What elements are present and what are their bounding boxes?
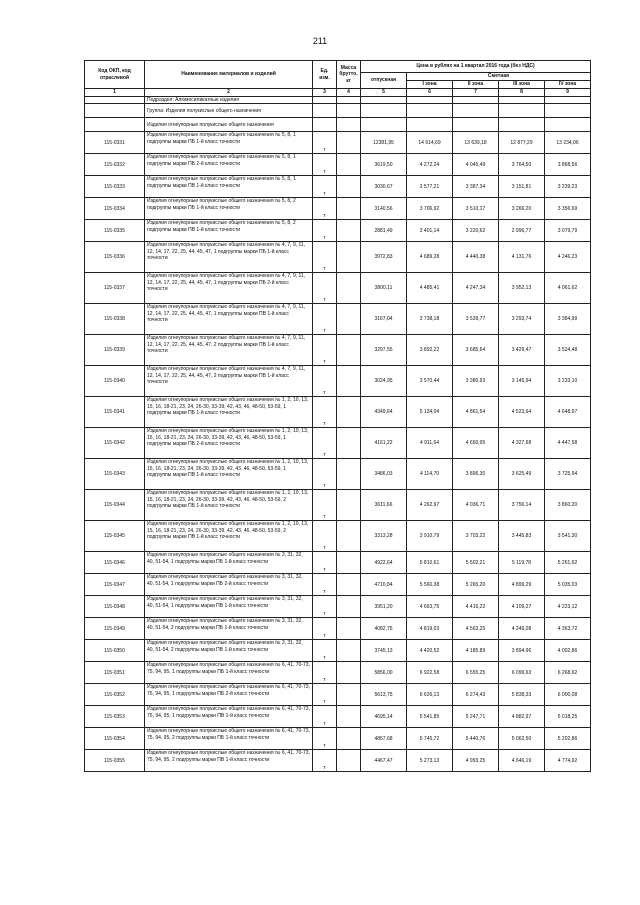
zone-1-price: 6 922,58 [407, 662, 453, 684]
unit: т [313, 521, 337, 552]
zone-3-price: 12 877,29 [499, 132, 545, 154]
zone-3-price: 4 109,27 [499, 596, 545, 618]
mass [337, 242, 361, 273]
zone-3-price: 3 293,74 [499, 304, 545, 335]
table-row [85, 220, 591, 242]
zone-4-price: 4 061,62 [545, 273, 591, 304]
header-zone-3: III зона [499, 81, 545, 89]
mass [337, 366, 361, 397]
zone-4-price: 3 524,48 [545, 335, 591, 366]
zone-2-price: 4 185,89 [453, 640, 499, 662]
release-price: 3611,66 [361, 490, 407, 521]
unit: т [313, 428, 337, 459]
zone-4-price: 4 363,72 [545, 618, 591, 640]
release-price: 3619,50 [361, 154, 407, 176]
zone-3-price: 3 145,94 [499, 366, 545, 397]
table-row [85, 428, 591, 459]
zone-4-price: 3 541,30 [545, 521, 591, 552]
zone-2-price: 3 510,17 [453, 198, 499, 220]
table-row [85, 618, 591, 640]
zone-3-price: 4 882,97 [499, 706, 545, 728]
zone-1-price: 3 570,44 [407, 366, 453, 397]
zone-3-price: 3 151,81 [499, 176, 545, 198]
header-code: Код ОКП, код отраслевой [85, 61, 145, 89]
zone-2-price: 3 896,30 [453, 459, 499, 490]
product-name: Изделия огнеупорные полукислые общего назначения № 3, 31, 32, 40, 51-54, 2 подгруппы марки ПБ 1-й класс точности [145, 618, 313, 640]
product-name: Изделия огнеупорные полукислые общего назначения № 3, 31, 32, 40, 51-54, 1 подгруппы марки ПВ 1-й класс точности [145, 596, 313, 618]
header-zone-4: IV зона [545, 81, 591, 89]
product-code: 115-0340 [85, 366, 145, 397]
zone-2-price: 5 247,71 [453, 706, 499, 728]
table-row [85, 176, 591, 198]
mass [337, 490, 361, 521]
product-name: Изделия огнеупорные полукислые общего назначения № 5, 8, 2 подгруппы марки ПВ 1-й класс точности [145, 220, 313, 242]
zone-1-price: 4 663,75 [407, 596, 453, 618]
product-code: 115-0347 [85, 574, 145, 596]
release-price: 3972,83 [361, 242, 407, 273]
mass [337, 154, 361, 176]
unit: т [313, 366, 337, 397]
zone-4-price: 4 002,86 [545, 640, 591, 662]
column-number: 1 [85, 89, 145, 97]
zone-3-price: 5 119,78 [499, 552, 545, 574]
product-name: Изделия огнеупорные полукислые общего назначения № 5, 8, 2 подгруппы марки ПБ 1-й класс точности [145, 198, 313, 220]
product-code: 115-0339 [85, 335, 145, 366]
zone-3-price: 3 429,47 [499, 335, 545, 366]
column-number: 6 [407, 89, 453, 97]
table-row [85, 596, 591, 618]
zone-1-price: 4 819,03 [407, 618, 453, 640]
zone-3-price: 3 625,49 [499, 459, 545, 490]
zone-1-price: 3 577,21 [407, 176, 453, 198]
mass [337, 304, 361, 335]
unit: т [313, 728, 337, 750]
price-table [84, 60, 591, 772]
release-price: 4161,22 [361, 428, 407, 459]
zone-2-price: 4 045,49 [453, 154, 499, 176]
table-row [85, 640, 591, 662]
zone-1-price: 4 114,70 [407, 459, 453, 490]
product-name: Изделия огнеупорные полукислые общего назначения № 3, 31, 32, 40, 51-54, 1 подгруппы марки ПБ 2-й класс точности [145, 574, 313, 596]
product-code: 115-0348 [85, 596, 145, 618]
release-price: 3486,03 [361, 459, 407, 490]
column-number: 9 [545, 89, 591, 97]
zone-1-price: 4 262,97 [407, 490, 453, 521]
product-code: 115-0352 [85, 684, 145, 706]
zone-2-price: 6 274,43 [453, 684, 499, 706]
zone-2-price: 3 220,62 [453, 220, 499, 242]
unit: т [313, 397, 337, 428]
zone-3-price: 3 266,20 [499, 198, 545, 220]
zone-3-price: 2 996,77 [499, 220, 545, 242]
section-heading: Изделия огнеупорные полукислые общего назначения [145, 118, 313, 132]
product-code: 115-0341 [85, 397, 145, 428]
product-name: Изделия огнеупорные полукислые общего назначения № 5, 8, 1 подгруппы марки ПБ 1-й класс точности [145, 132, 313, 154]
table-row [85, 273, 591, 304]
zone-3-price: 3 764,50 [499, 154, 545, 176]
product-name: Изделия огнеупорные полукислые общего назначения № 4, 7, 9, 11, 12, 14, 17, 22, 25, 44, 45, 47, 1 подгруппы марки ПБ 1-й класс точности [145, 242, 313, 273]
table-row [85, 684, 591, 706]
unit: т [313, 706, 337, 728]
mass [337, 176, 361, 198]
product-code: 115-0342 [85, 428, 145, 459]
release-price: 4922,64 [361, 552, 407, 574]
mass [337, 706, 361, 728]
zone-2-price: 4 563,25 [453, 618, 499, 640]
zone-4-price: 5 261,62 [545, 552, 591, 574]
product-name: Изделия огнеупорные полукислые общего назначения № 4, 7, 9, 11, 12, 14, 17, 22, 25, 44, 45, 47, 2 подгруппы марки ПВ 1-й класс точности [145, 335, 313, 366]
zone-4-price: 4 246,23 [545, 242, 591, 273]
zone-4-price: 4 447,58 [545, 428, 591, 459]
zone-1-price: 14 614,69 [407, 132, 453, 154]
unit: т [313, 750, 337, 772]
zone-4-price: 3 239,23 [545, 176, 591, 198]
page-number: 211 [312, 36, 328, 46]
mass [337, 132, 361, 154]
product-name: Изделия огнеупорные полукислые общего назначения № 3, 31, 32, 40, 51-54, 2 подгруппы марки ПВ 1-й класс точности [145, 640, 313, 662]
release-price: 4867,68 [361, 728, 407, 750]
product-name: Изделия огнеупорные полукислые общего назначения № 6, 41, 70-73, 75, 94, 95, 1 подгруппы марки ПБ 1-й класс точности [145, 662, 313, 684]
zone-2-price: 4 861,54 [453, 397, 499, 428]
zone-2-price: 4 247,34 [453, 273, 499, 304]
mass [337, 552, 361, 574]
table-row [85, 728, 591, 750]
mass [337, 428, 361, 459]
product-code: 115-0344 [85, 490, 145, 521]
table-row [85, 574, 591, 596]
column-number: 7 [453, 89, 499, 97]
product-code: 115-0333 [85, 176, 145, 198]
product-name: Изделия огнеупорные полукислые общего назначения № 6, 41, 70-73, 75, 94, 95, 2 подгруппы марки ПВ 1-й класс точности [145, 750, 313, 772]
zone-4-price: 3 725,94 [545, 459, 591, 490]
table-row [85, 521, 591, 552]
zone-3-price: 4 899,29 [499, 574, 545, 596]
table-row [85, 242, 591, 273]
zone-4-price: 3 868,56 [545, 154, 591, 176]
table-row [85, 132, 591, 154]
product-name: Изделия огнеупорные полукислые общего назначения № 6, 41, 70-73, 75, 94, 95, 1 подгруппы марки ПБ 2-й класс точности [145, 684, 313, 706]
release-price: 4082,75 [361, 618, 407, 640]
zone-2-price: 5 265,20 [453, 574, 499, 596]
table-row [85, 706, 591, 728]
product-code: 115-0351 [85, 662, 145, 684]
header-unit: Ед. изм. [313, 61, 337, 89]
release-price: 4695,14 [361, 706, 407, 728]
release-price: 3024,95 [361, 366, 407, 397]
unit: т [313, 220, 337, 242]
column-number-row [85, 89, 591, 97]
mass [337, 335, 361, 366]
product-name: Изделия огнеупорные полукислые общего назначения № 6, 41, 70-73, 75, 94, 95, 1 подгруппы марки ПВ 1-й класс точности [145, 706, 313, 728]
product-code: 115-0353 [85, 706, 145, 728]
release-price: 5856,00 [361, 662, 407, 684]
zone-1-price: 4 911,64 [407, 428, 453, 459]
unit: т [313, 304, 337, 335]
product-code: 115-0336 [85, 242, 145, 273]
zone-2-price: 3 703,22 [453, 521, 499, 552]
product-name: Изделия огнеупорные полукислые общего назначения № 5, 8, 1 подгруппы марки ПВ 1-й класс точности [145, 176, 313, 198]
zone-3-price: 4 327,68 [499, 428, 545, 459]
product-code: 115-0332 [85, 154, 145, 176]
column-number: 4 [337, 89, 361, 97]
section-row [85, 104, 591, 118]
mass [337, 397, 361, 428]
mass [337, 574, 361, 596]
product-code: 115-0355 [85, 750, 145, 772]
product-name: Изделия огнеупорные полукислые общего назначения № 4, 7, 9, 11, 12, 14, 17, 22, 25, 44, 45, 47, 1 подгруппы марки ПБ 2-й класс точности [145, 273, 313, 304]
zone-3-price: 5 838,33 [499, 684, 545, 706]
zone-1-price: 3 738,18 [407, 304, 453, 335]
zone-1-price: 5 134,04 [407, 397, 453, 428]
section-row [85, 97, 591, 104]
zone-4-price: 3 079,79 [545, 220, 591, 242]
header-estimate: Сметная [407, 73, 591, 81]
mass [337, 684, 361, 706]
release-price: 3745,13 [361, 640, 407, 662]
zone-4-price: 5 202,86 [545, 728, 591, 750]
release-price: 4349,64 [361, 397, 407, 428]
zone-1-price: 5 541,85 [407, 706, 453, 728]
product-code: 115-0354 [85, 728, 145, 750]
product-code: 115-0337 [85, 273, 145, 304]
product-name: Изделия огнеупорные полукислые общего назначения № 1, 2, 10, 13, 15, 16, 18-21, 23, 24, 26-30, 33-39, 42, 43, 46, 48-50, 53-59, 1 подгруппы марки ПВ 1-й класс точности [145, 459, 313, 490]
zone-3-price: 4 131,76 [499, 242, 545, 273]
zone-4-price: 4 774,92 [545, 750, 591, 772]
zone-3-price: 4 523,64 [499, 397, 545, 428]
product-code: 115-0334 [85, 198, 145, 220]
zone-2-price: 3 539,77 [453, 304, 499, 335]
zone-1-price: 5 810,61 [407, 552, 453, 574]
release-price: 3030,67 [361, 176, 407, 198]
column-number: 5 [361, 89, 407, 97]
zone-4-price: 4 223,12 [545, 596, 591, 618]
zone-2-price: 3 387,34 [453, 176, 499, 198]
zone-2-price: 5 440,76 [453, 728, 499, 750]
zone-2-price: 4 993,25 [453, 750, 499, 772]
product-name: Изделия огнеупорные полукислые общего назначения № 5, 8, 1 подгруппы марки ПБ 2-й класс точности [145, 154, 313, 176]
mass [337, 521, 361, 552]
mass [337, 728, 361, 750]
table-body [85, 97, 591, 772]
zone-4-price: 5 035,03 [545, 574, 591, 596]
zone-3-price: 3 952,13 [499, 273, 545, 304]
zone-4-price: 3 860,20 [545, 490, 591, 521]
release-price: 3140,56 [361, 198, 407, 220]
zone-2-price: 3 685,64 [453, 335, 499, 366]
table-row [85, 154, 591, 176]
zone-2-price: 4 416,22 [453, 596, 499, 618]
zone-1-price: 6 626,13 [407, 684, 453, 706]
zone-1-price: 5 560,38 [407, 574, 453, 596]
zone-2-price: 4 650,95 [453, 428, 499, 459]
table-row [85, 397, 591, 428]
section-code-cell [85, 118, 145, 132]
unit: т [313, 552, 337, 574]
zone-2-price: 4 440,38 [453, 242, 499, 273]
zone-1-price: 3 892,22 [407, 335, 453, 366]
product-code: 115-0349 [85, 618, 145, 640]
unit: т [313, 154, 337, 176]
header-mass: Масса брутто, кг [337, 61, 361, 89]
release-price: 3297,55 [361, 335, 407, 366]
zone-1-price: 3 401,14 [407, 220, 453, 242]
release-price: 3800,11 [361, 273, 407, 304]
release-price: 12381,95 [361, 132, 407, 154]
zone-1-price: 5 745,72 [407, 728, 453, 750]
zone-4-price: 6 000,08 [545, 684, 591, 706]
section-code-cell [85, 97, 145, 104]
unit: т [313, 618, 337, 640]
zone-4-price: 3 356,69 [545, 198, 591, 220]
section-row [85, 118, 591, 132]
mass [337, 198, 361, 220]
zone-2-price: 4 036,71 [453, 490, 499, 521]
product-code: 115-0331 [85, 132, 145, 154]
unit: т [313, 459, 337, 490]
header-release: отпускная [361, 73, 407, 89]
release-price: 4467,47 [361, 750, 407, 772]
release-price: 3167,04 [361, 304, 407, 335]
zone-3-price: 3 756,14 [499, 490, 545, 521]
zone-2-price: 5 502,21 [453, 552, 499, 574]
mass [337, 662, 361, 684]
zone-1-price: 4 689,28 [407, 242, 453, 273]
header-zone-2: II зона [453, 81, 499, 89]
mass [337, 750, 361, 772]
mass [337, 640, 361, 662]
zone-3-price: 4 246,08 [499, 618, 545, 640]
zone-1-price: 4 272,24 [407, 154, 453, 176]
header-name: Наименование материалов и изделий [145, 61, 313, 89]
section-group: Группа: Изделия полукислые общего назначения [145, 104, 313, 118]
product-code: 115-0346 [85, 552, 145, 574]
release-price: 4710,84 [361, 574, 407, 596]
product-code: 115-0345 [85, 521, 145, 552]
unit: т [313, 596, 337, 618]
mass [337, 596, 361, 618]
product-code: 115-0338 [85, 304, 145, 335]
release-price: 3313,28 [361, 521, 407, 552]
unit: т [313, 490, 337, 521]
zone-1-price: 4 420,52 [407, 640, 453, 662]
product-name: Изделия огнеупорные полукислые общего назначения № 4, 7, 9, 11, 12, 14, 17, 22, 25, 44, 45, 47, 2 подгруппы марки ПВ 1-й класс точности [145, 366, 313, 397]
unit: т [313, 684, 337, 706]
zone-4-price: 13 234,06 [545, 132, 591, 154]
zone-4-price: 3 384,99 [545, 304, 591, 335]
zone-1-price: 5 273,13 [407, 750, 453, 772]
column-number: 3 [313, 89, 337, 97]
unit: т [313, 640, 337, 662]
zone-1-price: 3 706,92 [407, 198, 453, 220]
table-row [85, 662, 591, 684]
table-row [85, 304, 591, 335]
zone-4-price: 6 268,62 [545, 662, 591, 684]
product-name: Изделия огнеупорные полукислые общего назначения № 6, 41, 70-73, 75, 94, 95, 2 подгруппы марки ПБ 1-й класс точности [145, 728, 313, 750]
zone-4-price: 3 233,10 [545, 366, 591, 397]
table-row [85, 335, 591, 366]
product-name: Изделия огнеупорные полукислые общего назначения № 1, 2, 10, 13, 15, 16, 18-21, 23, 24, 26-30, 33-39, 42, 43, 46, 48-50, 53-59, 2 подгруппы марки ПБ 1-й класс точности [145, 490, 313, 521]
zone-3-price: 3 894,96 [499, 640, 545, 662]
zone-4-price: 5 018,25 [545, 706, 591, 728]
unit: т [313, 574, 337, 596]
release-price: 2881,49 [361, 220, 407, 242]
table-row [85, 459, 591, 490]
zone-1-price: 3 910,79 [407, 521, 453, 552]
zone-3-price: 6 099,63 [499, 662, 545, 684]
section-code-cell [85, 104, 145, 118]
product-code: 115-0350 [85, 640, 145, 662]
table-row [85, 198, 591, 220]
unit: т [313, 132, 337, 154]
header-zone-1: I зона [407, 81, 453, 89]
product-name: Изделия огнеупорные полукислые общего назначения № 1, 2, 10, 13, 15, 16, 18-21, 23, 24, 26-30, 33-39, 42, 43, 46, 48-50, 53-59, 1 подгруппы марки ПБ 2-й класс точности [145, 428, 313, 459]
mass [337, 618, 361, 640]
zone-3-price: 4 646,19 [499, 750, 545, 772]
table-row [85, 366, 591, 397]
zone-1-price: 4 485,41 [407, 273, 453, 304]
unit: т [313, 198, 337, 220]
mass [337, 273, 361, 304]
zone-4-price: 4 648,97 [545, 397, 591, 428]
zone-2-price: 6 555,25 [453, 662, 499, 684]
unit: т [313, 335, 337, 366]
release-price: 3951,20 [361, 596, 407, 618]
unit: т [313, 662, 337, 684]
mass [337, 220, 361, 242]
product-name: Изделия огнеупорные полукислые общего назначения № 4, 7, 9, 11, 12, 14, 17, 22, 25, 44, 45, 47, 1 подгруппы марки ПВ 1-й класс точности [145, 304, 313, 335]
zone-3-price: 5 062,50 [499, 728, 545, 750]
product-name: Изделия огнеупорные полукислые общего назначения № 1, 2, 10, 13, 15, 16, 18-21, 23, 24, 26-30, 33-39, 42, 43, 46, 48-50, 53-59, 1 подгруппы марки ПБ 1-й класс точности [145, 397, 313, 428]
table-row [85, 490, 591, 521]
mass [337, 459, 361, 490]
zone-2-price: 3 380,93 [453, 366, 499, 397]
section-subsection: Подраздел: Алюмосиликатные изделия [145, 97, 313, 104]
unit: т [313, 242, 337, 273]
column-number: 2 [145, 89, 313, 97]
zone-3-price: 3 445,83 [499, 521, 545, 552]
table-row [85, 750, 591, 772]
unit: т [313, 273, 337, 304]
table-row [85, 552, 591, 574]
column-number: 8 [499, 89, 545, 97]
product-name: Изделия огнеупорные полукислые общего назначения № 3, 31, 32, 40, 51-54, 1 подгруппы марки ПБ 1-й класс точности [145, 552, 313, 574]
product-code: 115-0335 [85, 220, 145, 242]
product-name: Изделия огнеупорные полукислые общего назначения № 1, 2, 10, 13, 15, 16, 18-21, 23, 24, 26-30, 33-39, 42, 43, 46, 48-50, 53-59, 2 подгруппы марки ПВ 1-й класс точности [145, 521, 313, 552]
header-price-group: Цена в рублях на 1 квартал 2016 года (без НДС) [361, 61, 591, 73]
unit: т [313, 176, 337, 198]
zone-2-price: 13 639,18 [453, 132, 499, 154]
release-price: 5613,75 [361, 684, 407, 706]
product-code: 115-0343 [85, 459, 145, 490]
